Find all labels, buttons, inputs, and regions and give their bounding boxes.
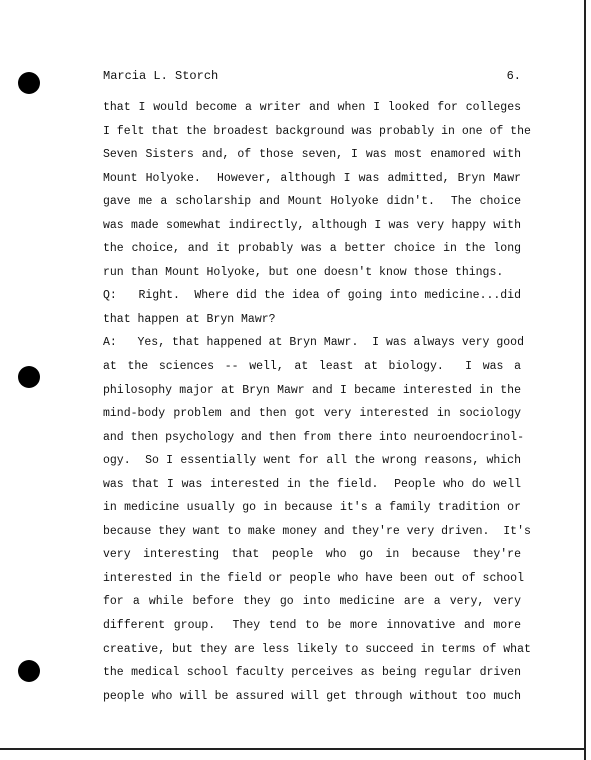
binder-hole-bottom	[18, 660, 40, 682]
transcript-line: the choice, and it probably was a better choice in the long	[103, 242, 521, 256]
transcript-line: the medical school faculty perceives as being regular driven	[103, 666, 521, 680]
transcript-line: was that I was interested in the field. People who do well	[103, 477, 521, 491]
transcript-line: that I would become a writer and when I looked for colleges	[103, 101, 521, 114]
transcript-line: ogy. So I essentially went for all the wrong reasons, which	[103, 454, 521, 468]
transcript-line: for a while before they go into medicine are a very, very	[103, 595, 521, 609]
transcript-line: because they want to make money and they're very driven. It's	[103, 524, 531, 538]
page-edge-bottom	[0, 748, 586, 750]
transcript-line: Q: Right. Where did the idea of going into medicine...did	[103, 289, 521, 303]
transcript-line: Mount Holyoke. However, although I was admitted, Bryn Mawr	[103, 171, 521, 185]
page-edge-right	[584, 0, 586, 760]
page-header	[103, 68, 521, 84]
transcript-body	[103, 101, 531, 713]
transcript-line: that happen at Bryn Mawr?	[103, 312, 276, 326]
transcript-line: philosophy major at Bryn Mawr and I became interested in the	[103, 383, 521, 397]
binder-hole-top	[18, 72, 40, 94]
transcript-line: very interesting that people who go in because they're	[103, 548, 521, 562]
transcript-line: I felt that the broadest background was probably in one of the	[103, 124, 531, 138]
transcript-line: and then psychology and then from there into neuroendocrinol-	[103, 430, 524, 444]
transcript-line: in medicine usually go in because it's a family tradition or	[103, 501, 521, 515]
header-page-number: 6.	[506, 69, 521, 83]
transcript-line: Seven Sisters and, of those seven, I was most enamored with	[103, 148, 521, 162]
transcript-line: different group. They tend to be more innovative and more	[103, 619, 521, 633]
transcript-line: A: Yes, that happened at Bryn Mawr. I was always very good	[103, 336, 524, 350]
binder-hole-middle	[18, 366, 40, 388]
transcript-line: at the sciences -- well, at least at biology. I was a	[103, 360, 521, 374]
transcript-line: interested in the field or people who have been out of school	[103, 571, 524, 585]
transcript-line: people who will be assured will get through without too much	[103, 689, 521, 703]
transcript-line: run than Mount Holyoke, but one doesn't know those things.	[103, 265, 504, 279]
transcript-line: creative, but they are less likely to succeed in terms of what	[103, 642, 531, 656]
transcript-line: was made somewhat indirectly, although I was very happy with	[103, 218, 521, 232]
transcript-line: mind-body problem and then got very interested in sociology	[103, 407, 521, 421]
header-interviewee-name: Marcia L. Storch	[103, 69, 219, 83]
transcript-line: gave me a scholarship and Mount Holyoke didn't. The choice	[103, 195, 521, 209]
